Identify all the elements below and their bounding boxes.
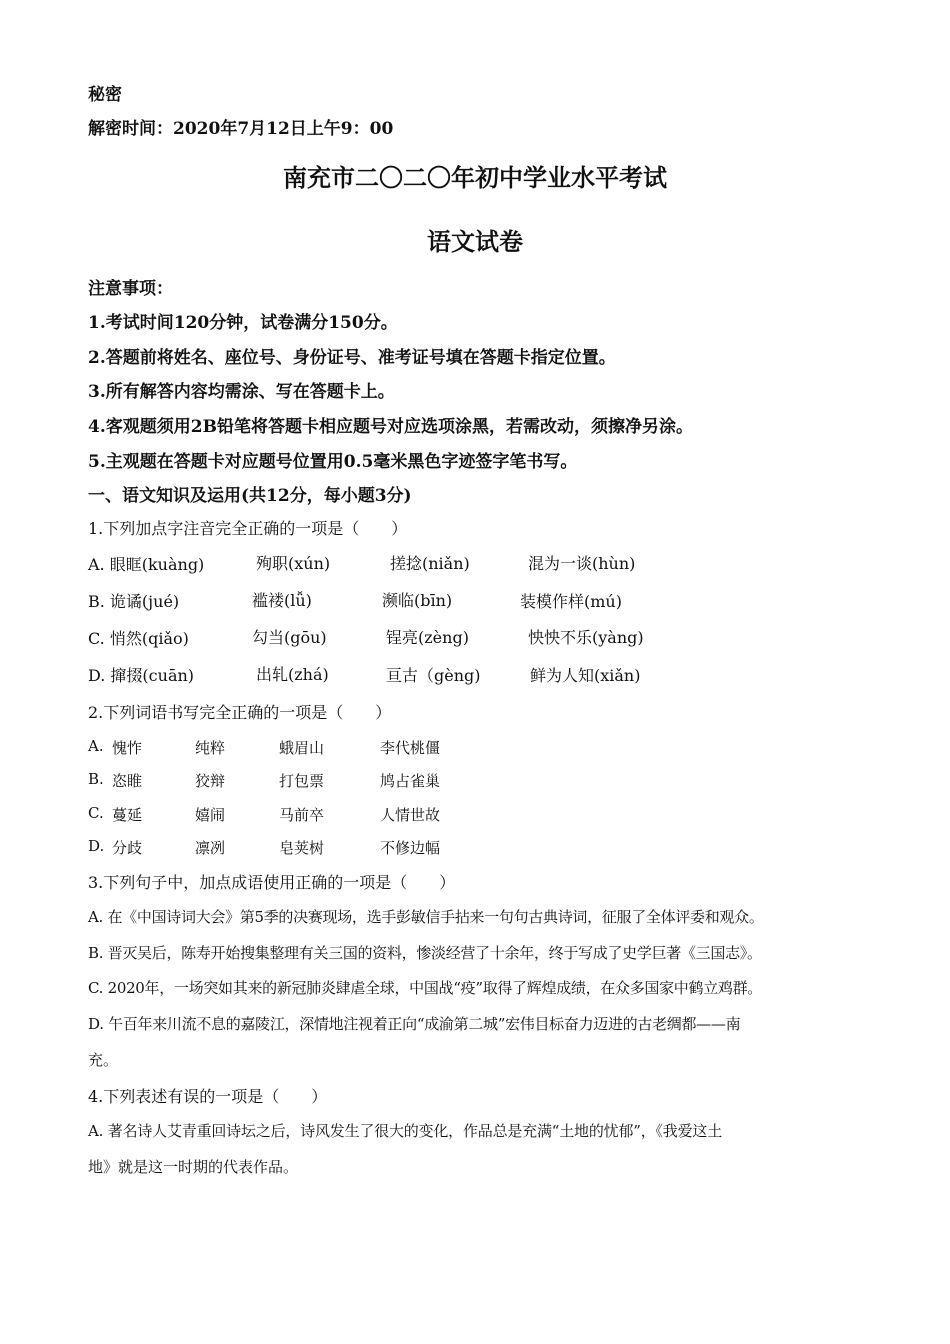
q3-option-c: C. 2020年，一场突如其来的新冠肺炎肆虐全球，中国战“疫”取得了辉煌成绩，在众多国家中鹤立鸡群。 — [88, 979, 762, 997]
q1-option-b-item: 濒临(bīn) — [382, 591, 453, 610]
q2-option-d-item: 不修边幅 — [380, 839, 441, 857]
declassify-time: 解密时间：2020年7月12日上午9：00 — [88, 119, 394, 139]
q2-option-b-item: 狡辩 — [195, 772, 226, 790]
note-item: 1.考试时间120分钟，试卷满分150分。 — [88, 313, 398, 333]
q2-option-d-letter: D. — [88, 837, 105, 855]
q1-option-a-item: 殉职(xún) — [256, 554, 331, 573]
q1-option-d-item: 出轧(zhá) — [256, 665, 329, 684]
q2-option-c-item: 马前卒 — [279, 806, 325, 824]
note-item: 3.所有解答内容均需涂、写在答题卡上。 — [88, 382, 395, 402]
q1-option-c-item: 勾当(gōu) — [252, 628, 327, 647]
q2-option-b-item: 打包票 — [279, 772, 325, 790]
q4-option-a-continued: 地》就是这一时期的代表作品。 — [88, 1158, 299, 1176]
q2-option-d-item: 皂荚树 — [279, 839, 325, 857]
paper-title: 语文试卷 — [427, 227, 523, 256]
q3-option-d: D. 午百年来川流不息的嘉陵江，深情地注视着正向“成渝第二城”宏伟目标奋力迈进的古老绸都——南 — [88, 1015, 741, 1033]
q2-option-c-item: 人情世故 — [380, 806, 441, 824]
q2-option-a-letter: A. — [88, 737, 104, 755]
q2-option-b-item: 恣睢 — [112, 772, 143, 790]
q1-option-d-item: 亘古（gèng) — [386, 666, 481, 685]
q2-option-b-letter: B. — [88, 770, 104, 788]
notes-heading: 注意事项： — [88, 279, 173, 299]
secret-label: 秘密 — [88, 85, 122, 105]
exam-title: 南充市二〇二〇年初中学业水平考试 — [283, 163, 667, 192]
note-item: 5.主观题在答题卡对应题号位置用0.5毫米黑色字迹签字笔书写。 — [88, 452, 578, 472]
q1-option-d: D. 撺掇(cuān) — [88, 666, 195, 685]
q2-option-a-item: 李代桃僵 — [380, 739, 441, 757]
q2-option-d-item: 分歧 — [112, 839, 143, 857]
q1-option-a-item: 混为一谈(hùn) — [528, 554, 636, 573]
q2-option-b-item: 鸠占雀巢 — [380, 772, 441, 790]
q2-option-c-item: 嬉闹 — [195, 806, 226, 824]
q3-option-a: A. 在《中国诗词大会》第5季的决赛现场，选手彭敏信手拈来一句句古典诗词，征服了全体评委和观众。 — [88, 908, 764, 926]
q2-option-c-item: 蔓延 — [112, 806, 143, 824]
question-1-stem: 1.下列加点字注音完全正确的一项是（ ） — [88, 519, 408, 538]
q2-option-d-item: 凛冽 — [195, 839, 226, 857]
q1-option-a: A. 眼眶(kuàng) — [88, 555, 205, 574]
q1-option-b-item: 褴褛(lǚ) — [252, 591, 312, 610]
note-item: 4.客观题须用2B铅笔将答题卡相应题号对应选项涂黑，若需改动，须擦净另涂。 — [88, 417, 693, 437]
question-4-stem: 4.下列表述有误的一项是（ ） — [88, 1087, 328, 1106]
question-2-stem: 2.下列词语书写完全正确的一项是（ ） — [88, 703, 392, 722]
q4-option-a: A. 著名诗人艾青重回诗坛之后，诗风发生了很大的变化，作品总是充满“土地的忧郁”，《我爱这土 — [88, 1122, 723, 1140]
q1-option-c-item: 怏怏不乐(yàng) — [528, 628, 644, 647]
q1-option-b-item: 装模作样(mú) — [520, 592, 622, 611]
question-3-stem: 3.下列句子中，加点成语使用正确的一项是（ ） — [88, 873, 456, 892]
q3-option-b: B. 晋灭吴后，陈寿开始搜集整理有关三国的资料，惨淡经营了十余年，终于写成了史学巨著《三国志》。 — [88, 944, 762, 962]
q1-option-c: C. 悄然(qiǎo) — [88, 629, 189, 648]
q2-option-a-item: 纯粹 — [195, 739, 226, 757]
q2-option-c-letter: C. — [88, 804, 104, 822]
q1-option-a-item: 搓捻(niǎn) — [390, 554, 470, 573]
note-item: 2.答题前将姓名、座位号、身份证号、准考证号填在答题卡指定位置。 — [88, 348, 616, 368]
section-heading: 一、语文知识及运用(共12分，每小题3分) — [88, 486, 412, 506]
q2-option-a-item: 蛾眉山 — [279, 739, 325, 757]
q3-option-d-continued: 充。 — [88, 1051, 119, 1069]
q2-option-a-item: 愧怍 — [112, 739, 143, 757]
q1-option-d-item: 鲜为人知(xiǎn) — [530, 666, 641, 685]
q1-option-c-item: 锃亮(zèng) — [386, 628, 469, 647]
q1-option-b: B. 诡谲(jué) — [88, 592, 180, 611]
